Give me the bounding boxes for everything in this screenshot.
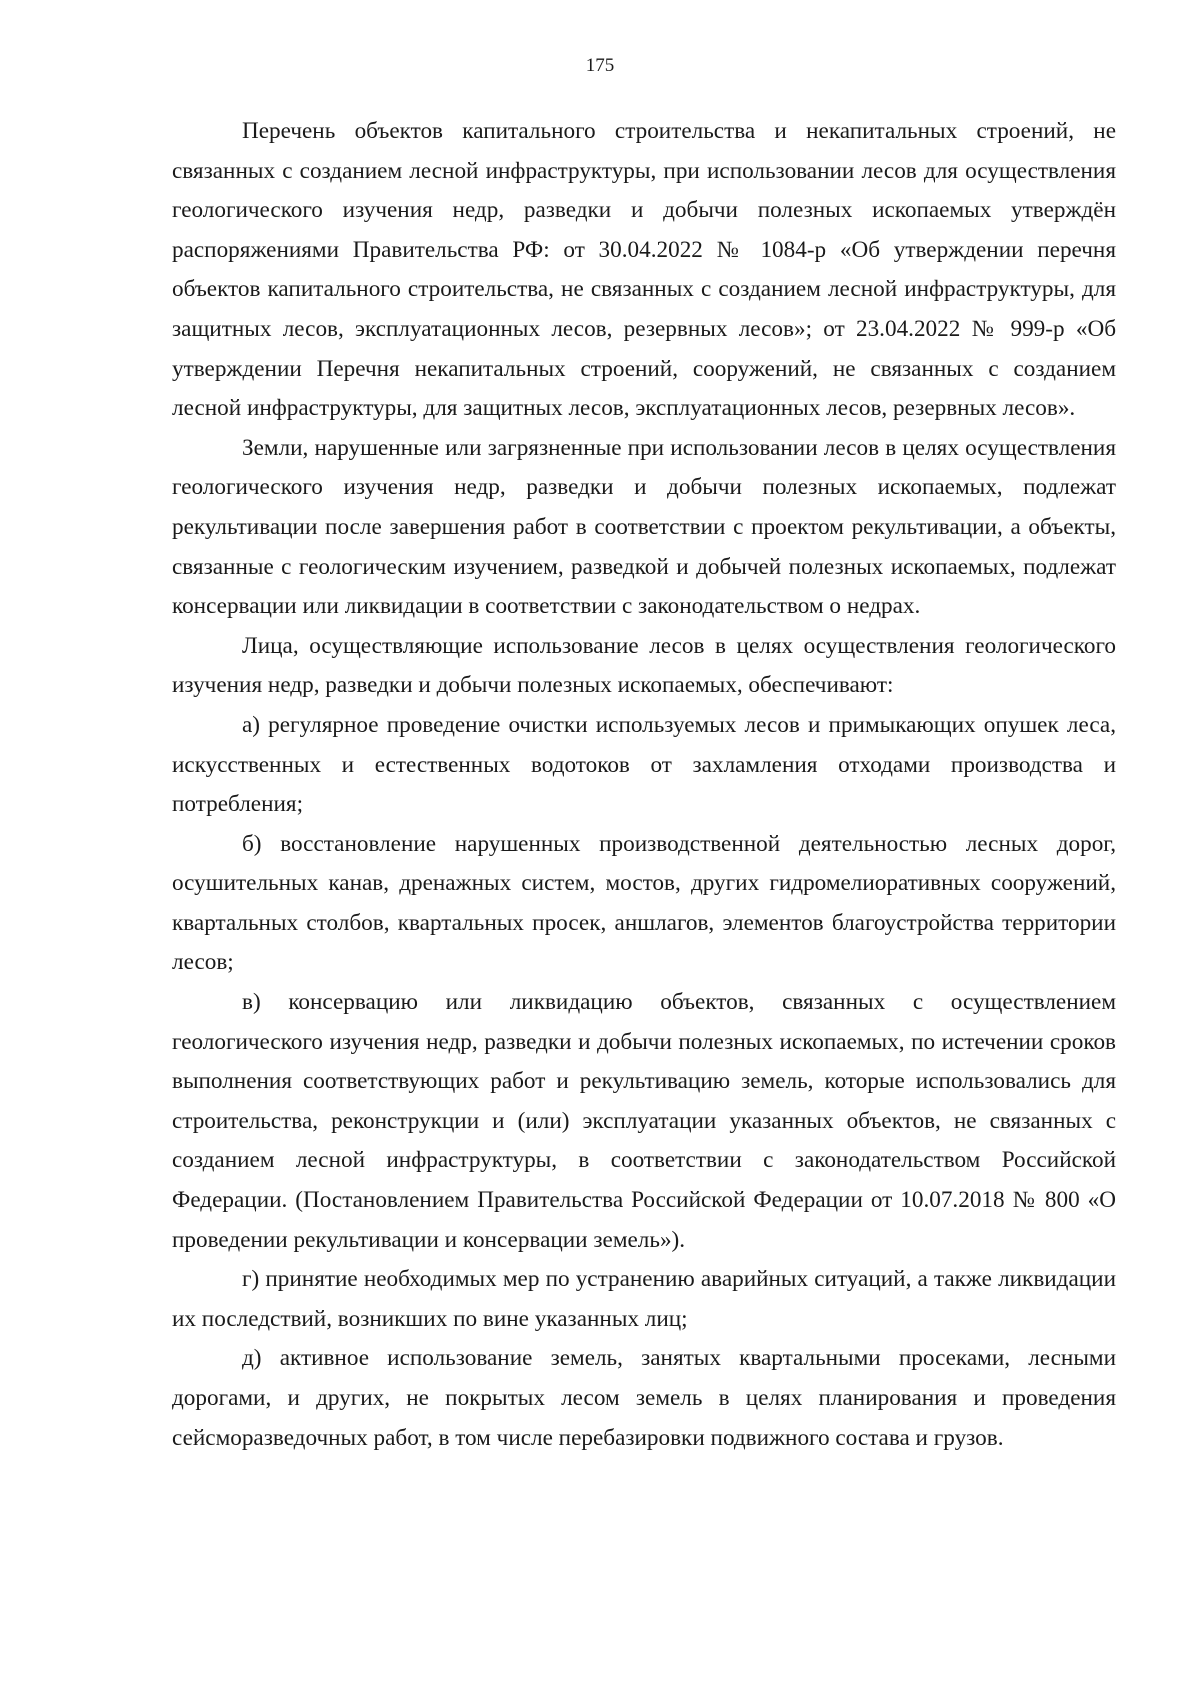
page-number: 175 [585, 55, 615, 76]
list-item-d: д) активное использование земель, занятых квартальными просеками, лесными дорогами, и других, не покрытых лесом земель в целях планирования и проведения сейсморазведочных работ, в том числе перебазировки подвижного состава и грузов. [172, 1345, 1116, 1451]
document-body [172, 112, 1116, 1458]
list-item-a: а) регулярное проведение очистки используемых лесов и примыкающих опушек леса, искусственных и естественных водотоков от захламления отходами производства и потребления; [172, 711, 1116, 818]
list-item-g: г) принятие необходимых мер по устранению аварийных ситуаций, а также ликвидации их последствий, возникших по вине указанных лиц; [172, 1266, 1116, 1332]
list-item-v: в) консервацию или ликвидацию объектов, связанных с осуществлением геологического изучения недр, разведки и добычи полезных ископаемых, по истечении сроков выполнения соответствующих работ и рекультивацию земель, которые использовались для строительства, реконструкции и (или) эксплуатации указанных объектов, не связанных с созданием лесной инфраструктуры, в соответствии с законодательством Российской Федерации. (Постановлением Правительства Российской Федерации от 10.07.2018 № 800 «О проведении рекультивации и консервации земель»). [172, 989, 1116, 1253]
paragraph-land-recultivation: Земли, нарушенные или загрязненные при использовании лесов в целях осуществления геологического изучения недр, разведки и добычи полезных ископаемых, подлежат рекультивации после завершения работ в соответствии с проектом рекультивации, а объекты, связанные с геологическим изучением, разведкой и добычей полезных ископаемых, подлежат консервации или ликвидации в соответствии с законодательством о недрах. [172, 434, 1116, 620]
list-item-b: б) восстановление нарушенных производственной деятельностью лесных дорог, осушительных канав, дренажных систем, мостов, других гидромелиоративных сооружений, квартальных столбов, квартальных просек, аншлагов, элементов благоустройства территории лесов; [172, 830, 1116, 976]
paragraph-obligations-intro: Лица, осуществляющие использование лесов в целях осуществления геологического изучения недр, разведки и добычи полезных ископаемых, обеспечивают: [172, 632, 1116, 699]
paragraph-capital-construction-list: Перечень объектов капитального строительства и некапитальных строений, не связанных с созданием лесной инфраструктуры, при использовании лесов для осуществления геологического изучения недр, разведки и добычи полезных ископаемых утверждён распоряжениями Правительства РФ: от 30.04.2022 № 1084-р «Об утверждении перечня объектов капитального строительства, не связанных с созданием лесной инфраструктуры, для защитных лесов, эксплуатационных лесов, резервных лесов»; от 23.04.2022 № 999-р «Об утверждении Перечня некапитальных строений, сооружений, не связанных с созданием лесной инфраструктуры, для защитных лесов, эксплуатационных лесов, резервных лесов». [172, 118, 1116, 422]
